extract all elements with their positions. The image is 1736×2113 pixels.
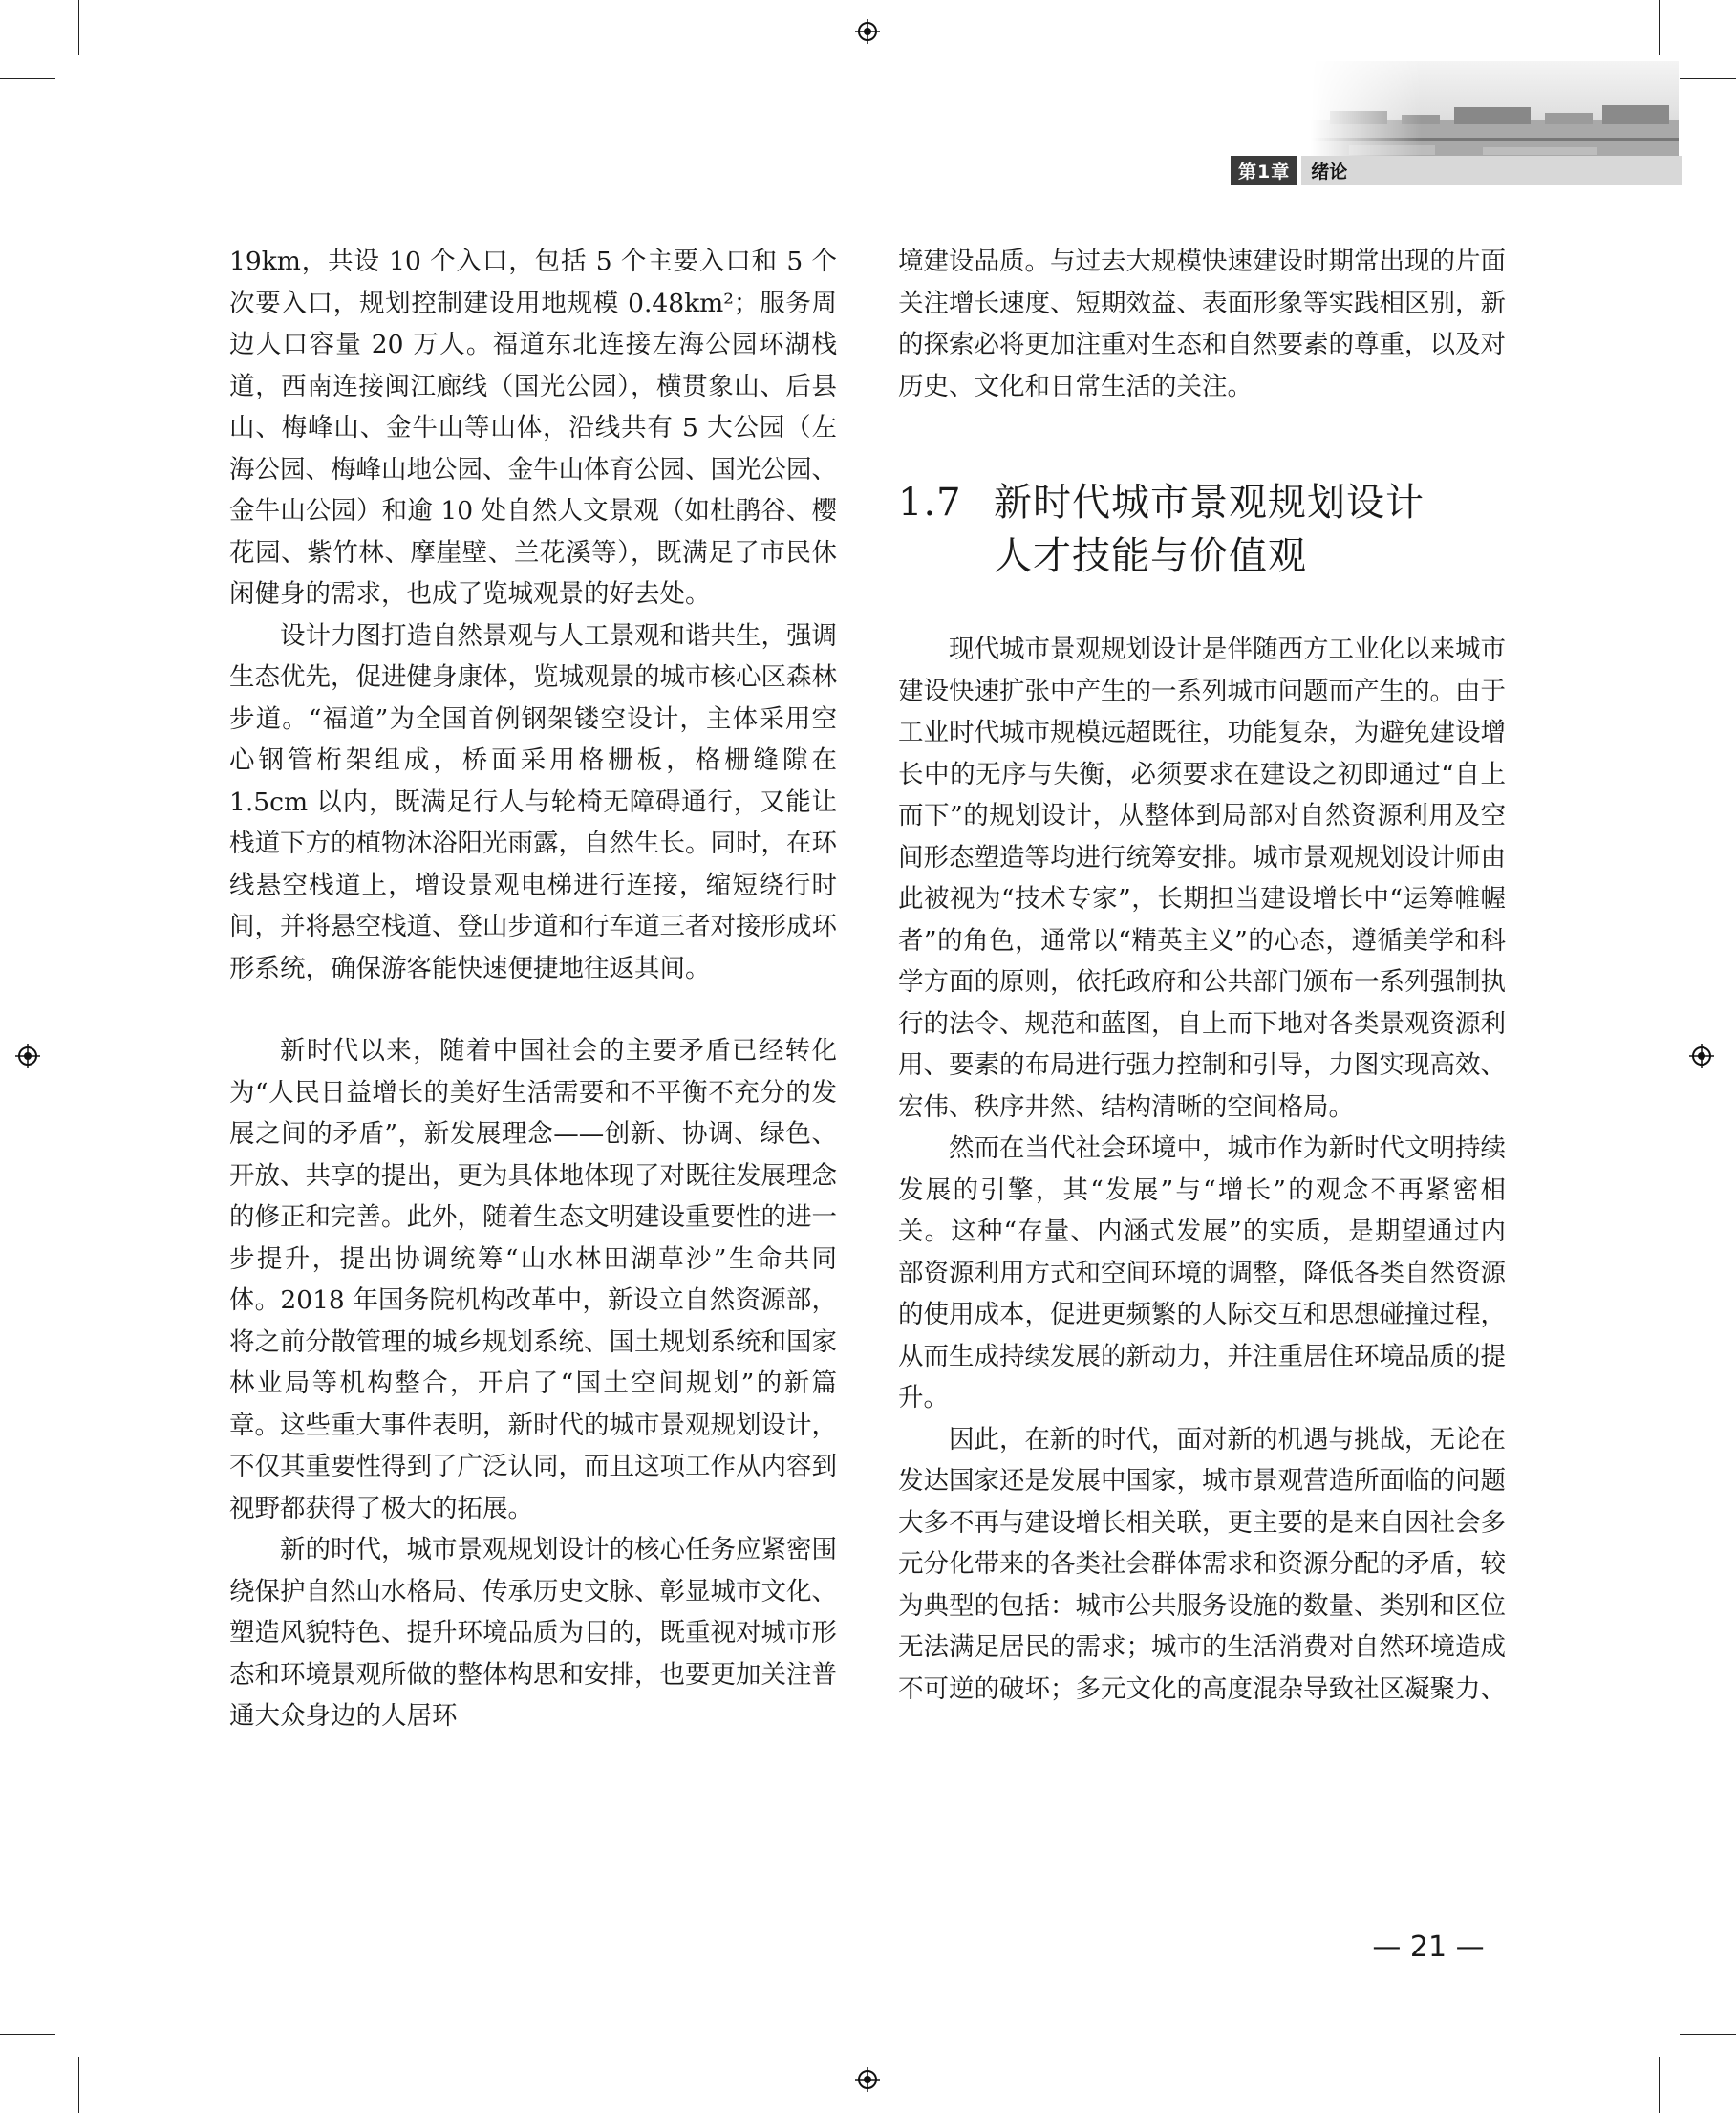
crop-mark (0, 2034, 55, 2035)
left-column (229, 241, 837, 1737)
body-paragraph: 新时代以来，随着中国社会的主要矛盾已经转化为“人民日益增长的美好生活需要和不平衡不充分的发展之间的矛盾”，新发展理念——创新、协调、绿色、开放、共享的提出，更为具体地体现了对既往发展理念的修正和完善。此外，随着生态文明建设重要性的进一步提升，提出协调统筹“山水林田湖草沙”生命共同体。2018 年国务院机构改革中，新设立自然资源部，将之前分散管理的城乡规划系统、国土规划系统和国家林业局等机构整合，开启了“国土空间规划”的新篇章。这些重大事件表明，新时代的城市景观规划设计，不仅其重要性得到了广泛认同，而且这项工作从内容到视野都获得了极大的拓展。 (229, 1036, 837, 1523)
page-number: — 21 — (1372, 1930, 1485, 1964)
chapter-number: 第1章 (1231, 156, 1297, 185)
registration-mark-icon (15, 1044, 40, 1068)
registration-mark-icon (855, 19, 880, 44)
body-paragraph: 现代城市景观规划设计是伴随西方工业化以来城市建设快速扩张中产生的一系列城市问题而产生的。由于工业时代城市规模远超既往，功能复杂，为避免建设增长中的无序与失衡，必须要求在建设之初即通过“自上而下”的规划设计，从整体到局部对自然资源利用及空间形态塑造等均进行统筹安排。城市景观规划设计师由此被视为“技术专家”，长期担当建设增长中“运筹帷幄者”的角色，通常以“精英主义”的心态，遵循美学和科学方面的原则，依托政府和公共部门颁布一系列强制执行的法令、规范和蓝图，自上而下地对各类景观资源利用、要素的布局进行强力控制和引导，力图实现高效、宏伟、秩序井然、结构清晰的空间格局。 (898, 635, 1506, 1122)
section-number: 1.7 (898, 481, 962, 525)
crop-mark (1680, 78, 1736, 79)
crop-mark (78, 0, 79, 55)
body-paragraph: 因此，在新的时代，面对新的机遇与挑战，无论在发达国家还是发展中国家，城市景观营造所面临的问题大多不再与建设增长相关联，更主要的是来自因社会多元分化带来的各类社会群体需求和资源分配的矛盾，较为典型的包括：城市公共服务设施的数量、类别和区位无法满足居民的需求；城市的生活消费对自然环境造成不可逆的破坏；多元文化的高度混杂导致社区凝聚力、 (898, 1424, 1506, 1704)
body-paragraph: 设计力图打造自然景观与人工景观和谐共生，强调生态优先，促进健身康体，览城观景的城市核心区森林步道。“福道”为全国首例钢架镂空设计，主体采用空心钢管桁架组成，桥面采用格栅板，格栅缝隙在 1.5cm 以内，既满足行人与轮椅无障碍通行，又能让栈道下方的植物沐浴阳光雨露，自然生长。同时，在环线悬空栈道上，增设景观电梯进行连接，缩短绕行时间，并将悬空栈道、登山步道和行车道三者对接形成环形系统，确保游客能快速便捷地往返其间。 (229, 620, 837, 983)
right-column (898, 241, 1506, 1710)
registration-mark-icon (855, 2067, 880, 2092)
header-cityscape-photo (1311, 61, 1679, 168)
section-title-line: 新时代城市景观规划设计 (994, 481, 1425, 525)
body-paragraph: 然而在当代社会环境中，城市作为新时代文明持续发展的引擎，其“发展”与“增长”的观念不再紧密相关。这种“存量、内涵式发展”的实质，是期望通过内部资源利用方式和空间环境的调整，降低各类自然资源的使用成本，促进更频繁的人际交互和思想碰撞过程，从而生成持续发展的新动力，并注重居住环境品质的提升。 (898, 1133, 1506, 1412)
body-paragraph: 境建设品质。与过去大规模快速建设时期常出现的片面关注增长速度、短期效益、表面形象等实践相区别，新的探索必将更加注重对生态和自然要素的尊重，以及对历史、文化和日常生活的关注。 (898, 247, 1506, 401)
crop-mark (1659, 0, 1660, 55)
section-title-line: 人才技能与价值观 (994, 534, 1307, 578)
crop-mark (0, 78, 55, 79)
chapter-title: 绪论 (1301, 156, 1682, 185)
registration-mark-icon (1689, 1044, 1714, 1068)
crop-mark (78, 2057, 79, 2113)
crop-mark (1659, 2057, 1660, 2113)
crop-mark (1680, 2034, 1736, 2035)
body-paragraph: 新的时代，城市景观规划设计的核心任务应紧密围绕保护自然山水格局、传承历史文脉、彰显城市文化、塑造风貌特色、提升环境品质为目的，既重视对城市形态和环境景观所做的整体构思和安排，也要更加关注普通大众身边的人居环 (229, 1535, 837, 1731)
chapter-header (1231, 157, 1682, 183)
body-paragraph: 19km，共设 10 个入口，包括 5 个主要入口和 5 个次要入口，规划控制建设用地规模 0.48km²；服务周边人口容量 20 万人。福道东北连接左海公园环湖栈道，西南连接闽江廊线（国光公园），横贯象山、后县山、梅峰山、金牛山等山体，沿线共有 5 大公园（左海公园、梅峰山地公园、金牛山体育公园、国光公园、金牛山公园）和逾 10 处自然人文景观（如杜鹃谷、樱花园、紫竹林、摩崖壁、兰花溪等），既满足了市民休闲健身的需求，也成了览城观景的好去处。 (229, 247, 837, 609)
section-heading (898, 476, 1506, 583)
